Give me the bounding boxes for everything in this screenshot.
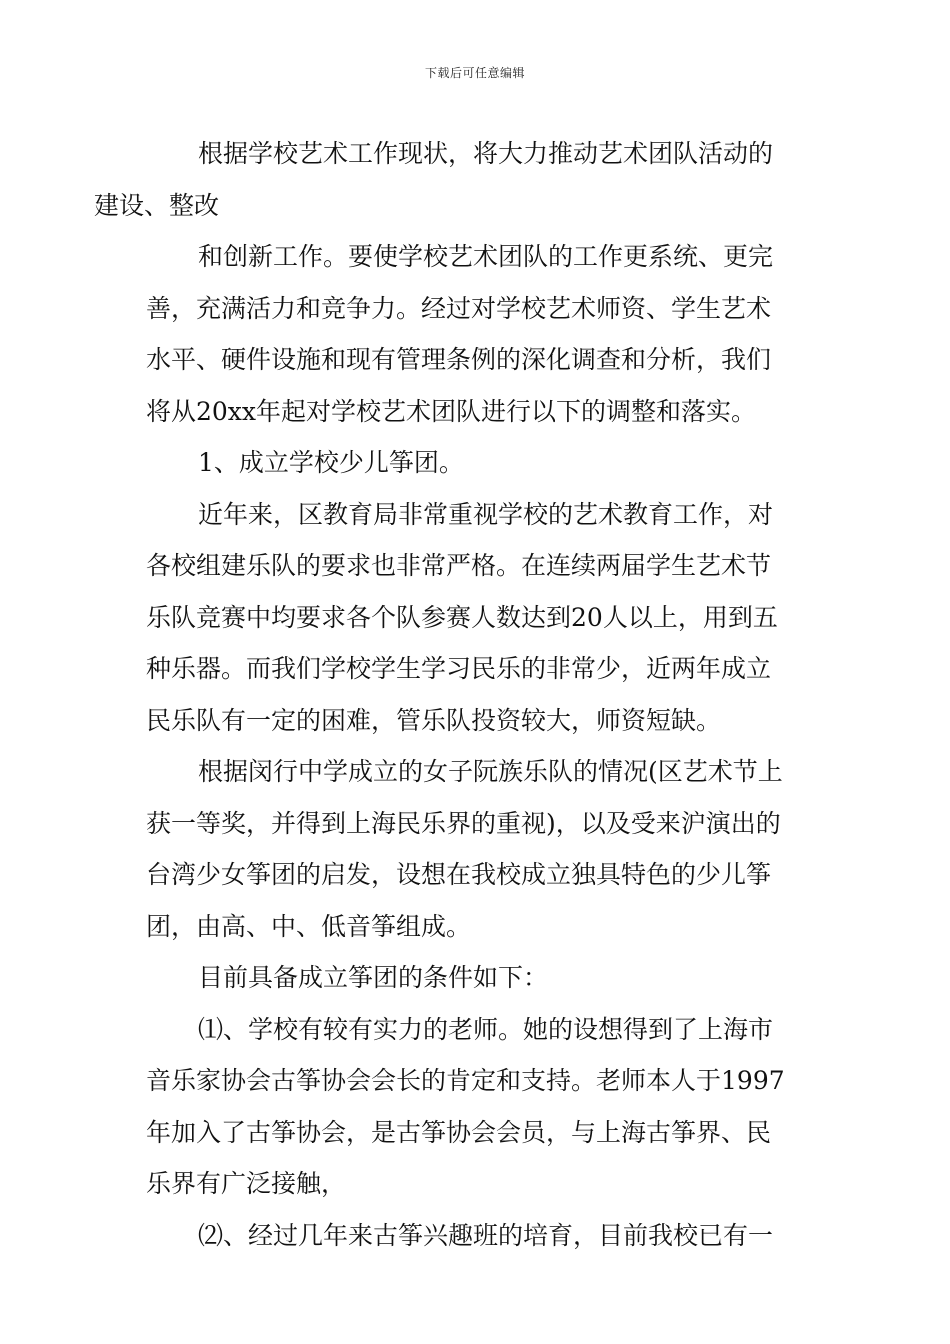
- text-line: 各校组建乐队的要求也非常严格。在连续两届学生艺术节: [146, 551, 772, 580]
- text-line: 音乐家协会古筝协会会长的肯定和支持。老师本人于1997: [146, 1066, 785, 1095]
- text-line: 种乐器。而我们学校学生学习民乐的非常少，近两年成立: [146, 654, 772, 683]
- text-line: 乐界有广泛接触，: [146, 1169, 347, 1198]
- paragraph: [146, 231, 816, 437]
- text-line: 将从20xx年起对学校艺术团队进行以下的调整和落实。: [146, 396, 757, 426]
- paragraph: [146, 489, 816, 747]
- text-line: 善，充满活力和竞争力。经过对学校艺术师资、学生艺术: [146, 293, 772, 323]
- text-line: 目前具备成立筝团的条件如下：: [198, 963, 549, 992]
- text-line: ⑵、经过几年来古筝兴趣班的培育，目前我校已有一: [198, 1220, 774, 1250]
- text-line: 水平、硬件设施和现有管理条例的深化调查和分析，我们: [146, 345, 772, 374]
- text-line: 根据学校艺术工作现状，将大力推动艺术团队活动的: [198, 139, 774, 168]
- paragraph: [94, 128, 816, 231]
- paragraph: [146, 746, 816, 952]
- text-line: 建设、整改: [94, 190, 220, 220]
- paragraph: [146, 1004, 816, 1210]
- document-body: [94, 128, 816, 1261]
- text-line: 团，由高、中、低音筝组成。: [146, 911, 472, 941]
- text-line: 台湾少女筝团的启发，设想在我校成立独具特色的少儿筝: [146, 860, 772, 889]
- paragraph: [146, 1210, 816, 1262]
- paragraph: [146, 437, 816, 489]
- paragraph: [146, 952, 816, 1004]
- text-line: 年加入了古筝协会，是古筝协会会员，与上海古筝界、民: [146, 1117, 772, 1147]
- text-line: 1、成立学校少儿筝团。: [198, 448, 464, 477]
- text-line: ⑴、学校有较有实力的老师。她的设想得到了上海市: [198, 1014, 774, 1044]
- text-line: 乐队竞赛中均要求各个队参赛人数达到20人以上，用到五: [146, 602, 778, 632]
- text-line: 民乐队有一定的困难，管乐队投资较大，师资短缺。: [146, 705, 722, 735]
- text-line: 近年来，区教育局非常重视学校的艺术教育工作，对: [198, 499, 774, 529]
- text-line: 和创新工作。要使学校艺术团队的工作更系统、更完: [198, 242, 774, 271]
- text-line: 获一等奖，并得到上海民乐界的重视)，以及受来沪演出的: [146, 808, 781, 838]
- text-line: 根据闵行中学成立的女子阮族乐队的情况(区艺术节上: [198, 757, 783, 786]
- page-header: 下载后可任意编辑: [424, 66, 525, 80]
